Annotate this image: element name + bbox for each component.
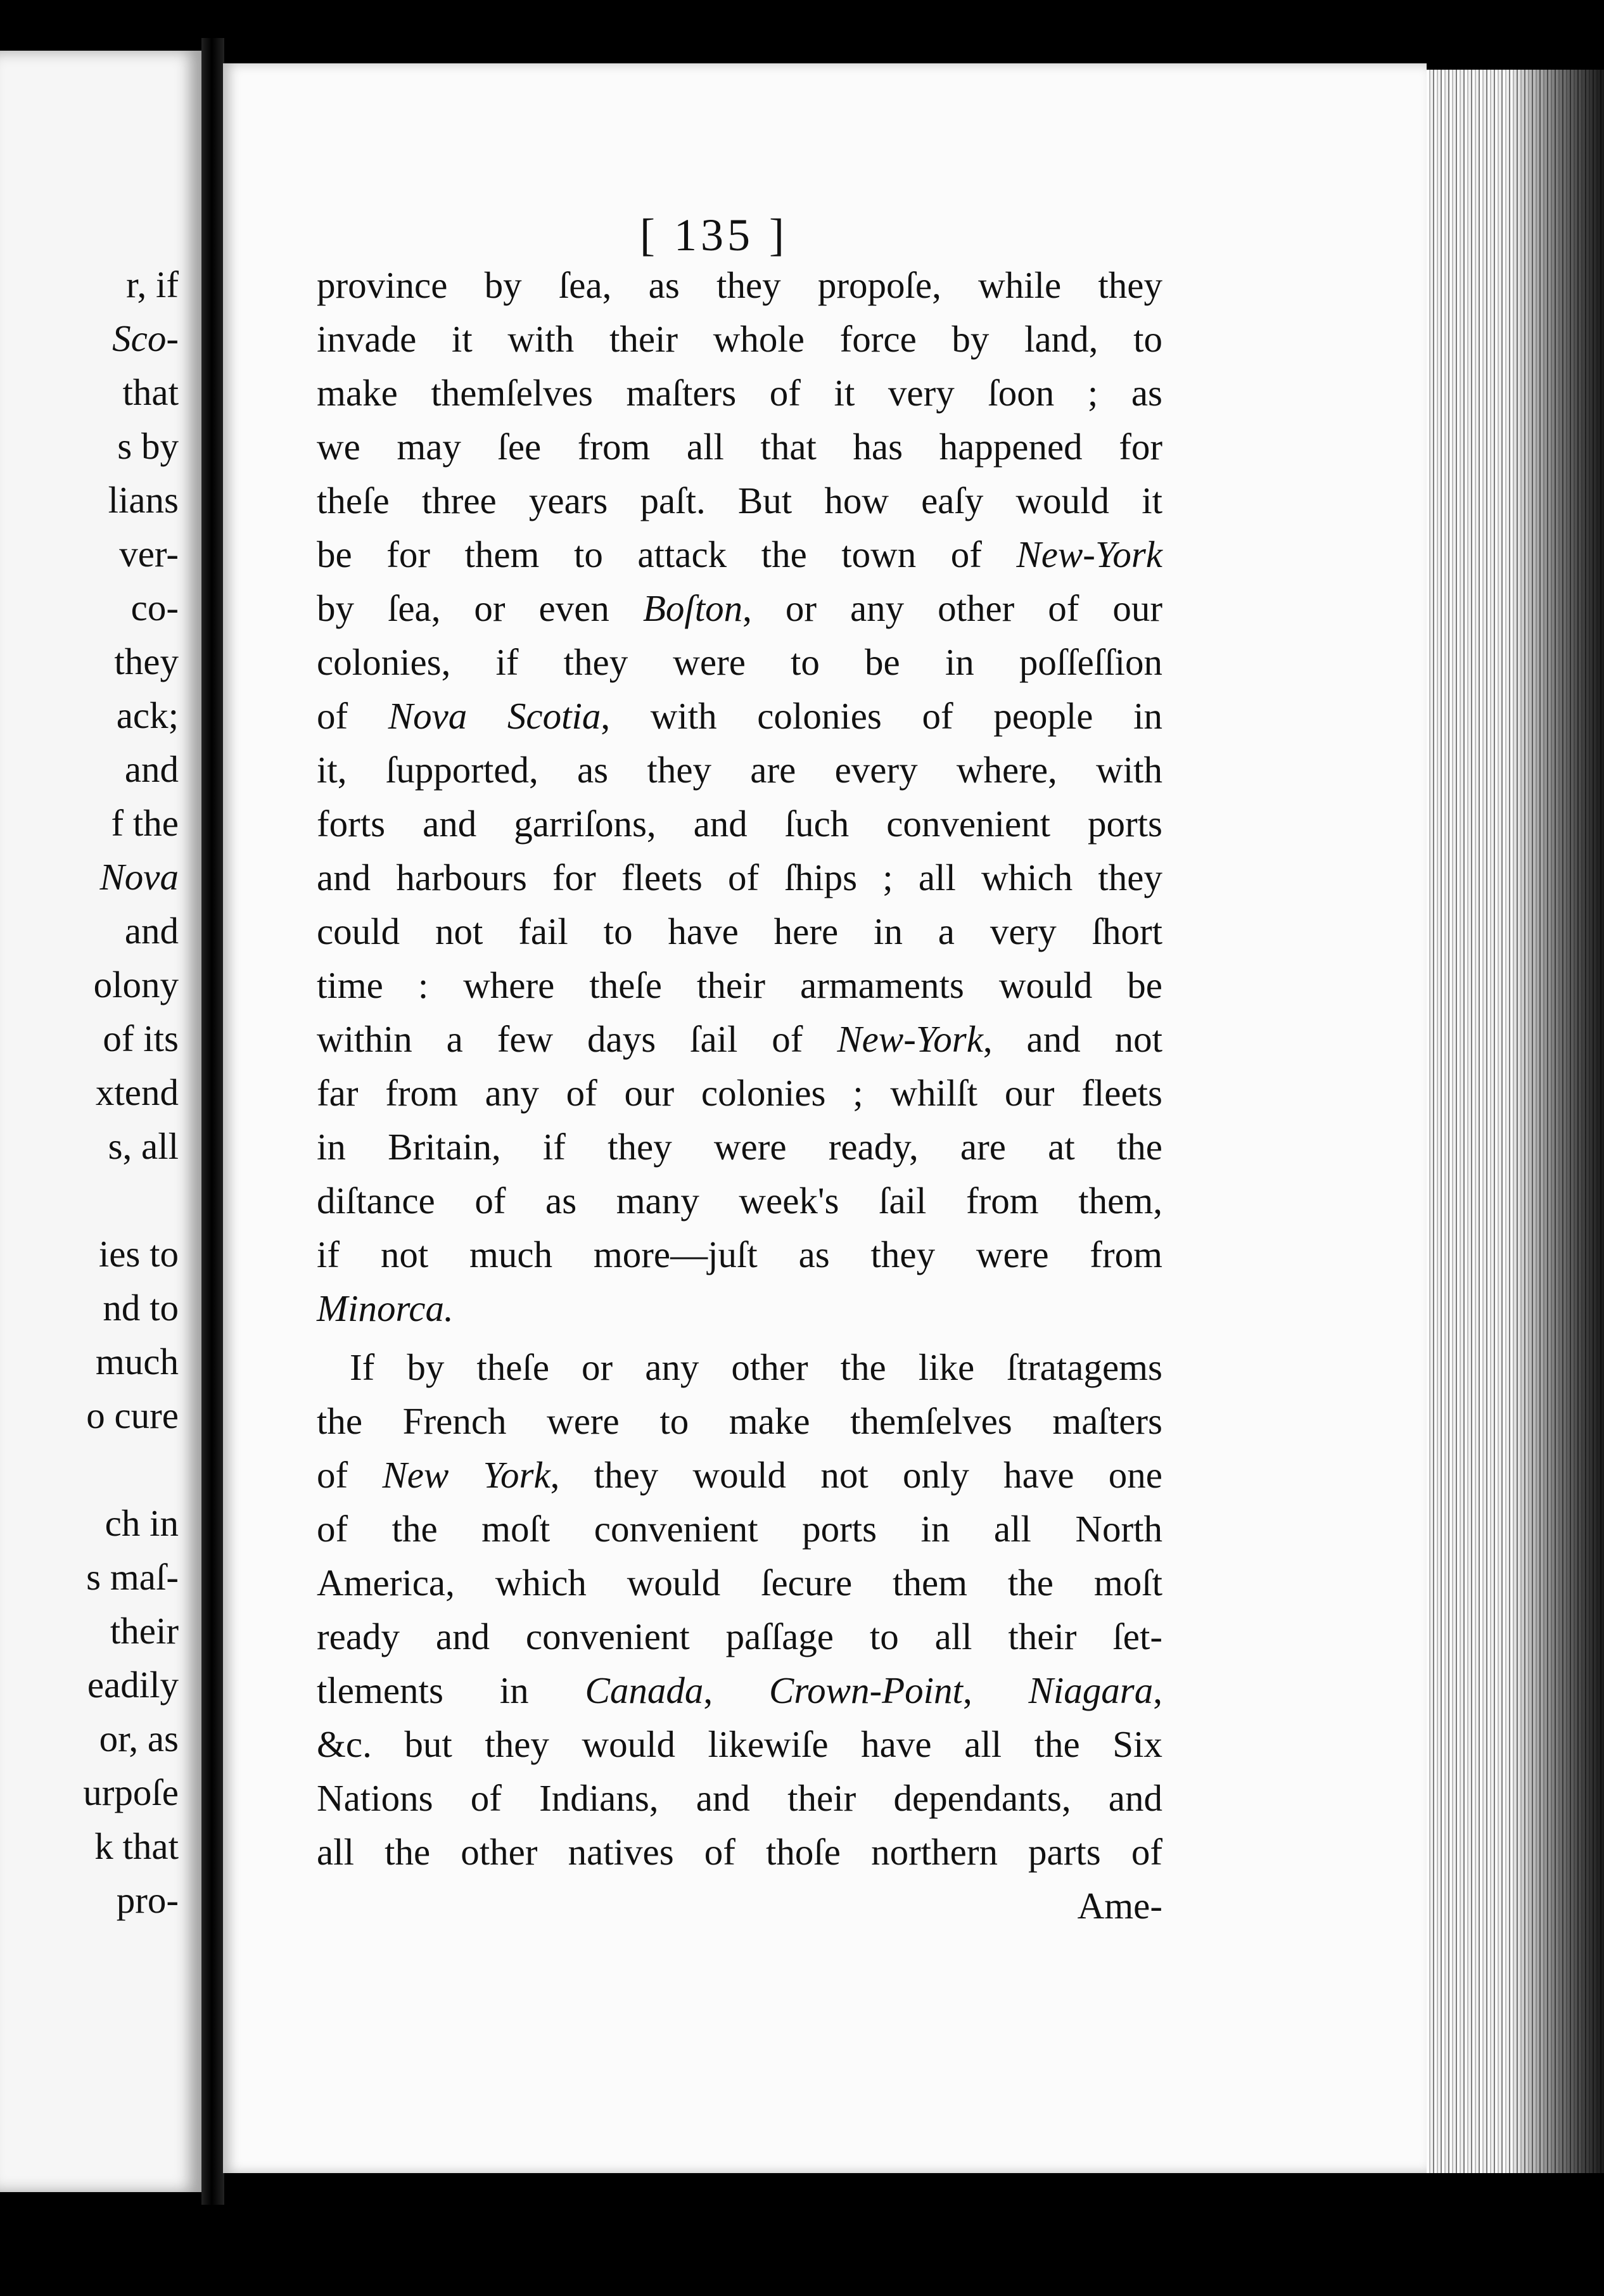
- text-line: [317, 1556, 1162, 1610]
- italic-text: Nova Scotia: [388, 695, 601, 737]
- left-page-fragment: s, all: [108, 1125, 179, 1167]
- line-text: province by ſea, as they propoſe, while they: [317, 264, 1162, 306]
- text-line: [317, 1012, 1162, 1066]
- left-page-fragment: ch in: [105, 1502, 179, 1544]
- line-text: of: [317, 1454, 383, 1496]
- left-page-fragment: of its: [103, 1017, 179, 1059]
- line-text: of the moſt convenient ports in all North: [317, 1508, 1162, 1550]
- catchword: [317, 1879, 1162, 1933]
- line-text: it, ſupported, as they are every where, with: [317, 749, 1162, 791]
- text-line: [317, 1120, 1162, 1174]
- left-page-fragment: f the: [111, 802, 179, 844]
- text-line: [317, 1610, 1162, 1664]
- line-text: invade it with their whole force by land, to: [317, 318, 1162, 360]
- left-page-fragment: olony: [93, 964, 179, 1005]
- left-page-fragment: nd to: [103, 1287, 179, 1329]
- left-page-fragment: s by: [117, 425, 179, 467]
- text-line: [317, 1394, 1162, 1448]
- line-text: could not fail to have here in a very ſhort: [317, 910, 1162, 952]
- text-line: [317, 1341, 1162, 1394]
- left-page-fragment: and: [124, 748, 179, 790]
- line-text: in Britain, if they were ready, are at the: [317, 1126, 1162, 1168]
- line-text: ready and convenient paſſage to all their ſet-: [317, 1616, 1162, 1657]
- text-line: [317, 1448, 1162, 1502]
- text-line: [317, 743, 1162, 797]
- left-page-fragment: xtend: [95, 1071, 179, 1113]
- text-line: [317, 1228, 1162, 1282]
- line-text: all the other natives of thoſe northern parts of: [317, 1831, 1162, 1873]
- left-page-fragment: k that: [94, 1825, 179, 1867]
- line-text: and harbours for fleets of ſhips ; all which they: [317, 857, 1162, 898]
- left-page-fragment: Nova: [99, 856, 179, 898]
- left-page-fragment: urpoſe: [83, 1771, 179, 1813]
- text-line: [317, 528, 1162, 582]
- text-line: [317, 258, 1162, 312]
- text-line: [317, 420, 1162, 474]
- text-line: [317, 1174, 1162, 1228]
- left-page-fragment: pro-: [116, 1879, 179, 1921]
- line-text: , or any other of our: [742, 587, 1162, 629]
- line-text: be for them to attack the town of: [317, 533, 1017, 575]
- line-text: theſe three years paſt. But how eaſy would it: [317, 480, 1162, 521]
- italic-text: New York: [382, 1454, 551, 1496]
- line-text: make themſelves maſters of it very ſoon ; as: [317, 372, 1162, 414]
- left-page-fragment: ies to: [98, 1233, 179, 1275]
- previous-page-edge: [0, 51, 201, 2192]
- left-page-fragment: and: [124, 910, 179, 952]
- line-text: forts and garriſons, and ſuch convenient ports: [317, 803, 1162, 845]
- line-text: ,: [962, 1669, 1029, 1711]
- line-text: Nations of Indians, and their dependants, and: [317, 1777, 1162, 1819]
- text-line: [317, 312, 1162, 366]
- italic-text: Boſton: [642, 587, 743, 629]
- text-line: [317, 582, 1162, 635]
- text-line: [317, 1771, 1162, 1825]
- text-line: [317, 1825, 1162, 1879]
- text-line: [317, 1664, 1162, 1718]
- left-page-fragment: their: [110, 1610, 179, 1652]
- line-text: tlements in: [317, 1669, 585, 1711]
- left-page-fragment: much: [95, 1341, 179, 1382]
- left-page-fragment: Sco-: [112, 317, 179, 359]
- line-text: If by theſe or any other the like ſtratagems: [350, 1346, 1162, 1388]
- line-text: if not much more—juſt as they were from: [317, 1234, 1162, 1275]
- line-text: within a few days ſail of: [317, 1018, 837, 1060]
- left-page-fragment: lians: [108, 479, 179, 521]
- line-text: ,: [703, 1669, 769, 1711]
- left-page-fragment: they: [114, 641, 179, 682]
- left-page-fragment: s maſ-: [86, 1556, 179, 1598]
- line-text: we may ſee from all that has happened for: [317, 426, 1162, 468]
- book-gutter: [201, 38, 224, 2205]
- text-line: [317, 635, 1162, 689]
- italic-text: New-York: [837, 1018, 983, 1060]
- text-line: [317, 851, 1162, 905]
- text-line: [317, 1718, 1162, 1771]
- page-number: [ 135 ]: [640, 210, 788, 260]
- italic-text: Canada: [585, 1669, 704, 1711]
- text-line: [317, 1282, 1162, 1336]
- left-page-fragment: eadily: [87, 1664, 179, 1706]
- line-text: America, which would ſecure them the moſt: [317, 1562, 1162, 1604]
- line-text: , they would not only have one: [550, 1454, 1162, 1496]
- line-text: of: [317, 695, 388, 737]
- text-line: [317, 959, 1162, 1012]
- text-line: [317, 474, 1162, 528]
- italic-text: Crown-Point: [768, 1669, 963, 1711]
- line-text: diſtance of as many week's ſail from them,: [317, 1180, 1162, 1221]
- line-text: the French were to make themſelves maſters: [317, 1400, 1162, 1442]
- page-edges: [1427, 70, 1604, 2173]
- italic-text: Minorca.: [317, 1287, 454, 1329]
- text-line: [317, 797, 1162, 851]
- left-page-fragment: or, as: [99, 1718, 179, 1759]
- line-text: far from any of our colonies ; whilſt our fleets: [317, 1072, 1162, 1114]
- page-text: [317, 258, 1162, 1933]
- text-line: [317, 1502, 1162, 1556]
- text-line: [317, 1066, 1162, 1120]
- left-page-fragment: ack;: [116, 694, 179, 736]
- text-line: [317, 905, 1162, 959]
- left-page-fragment: co-: [130, 587, 179, 628]
- line-text: ,: [1153, 1669, 1163, 1711]
- text-line: [317, 689, 1162, 743]
- line-text: &c. but they would likewiſe have all the Six: [317, 1723, 1162, 1765]
- line-text: by ſea, or even: [317, 587, 643, 629]
- italic-text: Niagara: [1028, 1669, 1154, 1711]
- italic-text: New-York: [1016, 533, 1162, 575]
- line-text: , and not: [983, 1018, 1162, 1060]
- line-text: time : where theſe their armaments would be: [317, 964, 1162, 1006]
- left-page-fragment: r, if: [126, 264, 179, 305]
- left-page-fragment: that: [122, 371, 179, 413]
- text-line: [317, 366, 1162, 420]
- line-text: colonies, if they were to be in poſſeſſion: [317, 641, 1162, 683]
- left-page-fragment: o cure: [86, 1394, 179, 1436]
- line-text: , with colonies of people in: [601, 695, 1162, 737]
- line-text: Ame-: [1077, 1885, 1162, 1927]
- left-page-fragment: ver-: [119, 533, 179, 575]
